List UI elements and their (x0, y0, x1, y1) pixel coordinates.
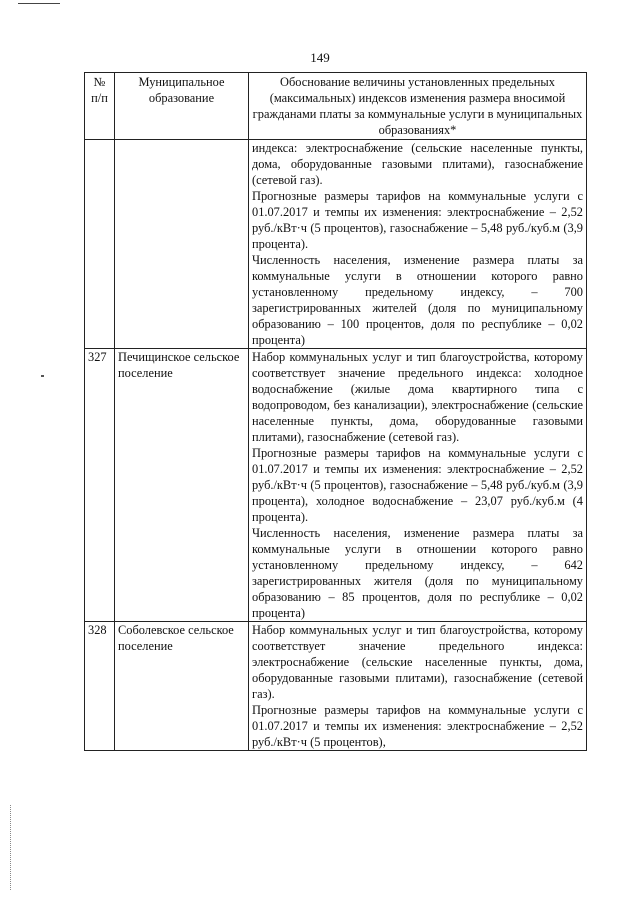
tariff-index-table (84, 72, 587, 751)
row-number (85, 140, 115, 349)
header-municipality: Муниципальное образование (115, 73, 249, 140)
scan-edge-dots (10, 805, 12, 890)
justification-paragraph: Численность населения, изменение размера платы за коммунальные услуги в отношении которого равно установленному предельному индексу, – 700 зарегистрированных жителей (доля по муниципальному образованию – 100 процентов, доля по республике – 0,02 процента) (252, 253, 583, 347)
row-justification (249, 349, 587, 622)
row-municipality (115, 140, 249, 349)
table-header-row (85, 73, 587, 140)
table-row (85, 140, 587, 349)
justification-paragraph: Набор коммунальных услуг и тип благоустройства, которому соответствует значение предельного индекса: холодное водоснабжение (жилые дома квартирного типа с водопроводом, без канализации), электроснабжение (сельские населенные пункты, дома, оборудованные газовыми плитами), газоснабжение (сетевой газ). (252, 350, 583, 444)
row-municipality: Соболевское сельское поселение (115, 622, 249, 751)
table-row (85, 622, 587, 751)
row-justification (249, 622, 587, 751)
top-rule-mark (18, 3, 60, 4)
justification-paragraph: Прогнозные размеры тарифов на коммунальные услуги с 01.07.2017 и темпы их изменения: электроснабжение – 2,52 руб./кВт·ч (5 процентов), газоснабжение – 5,48 руб./куб.м (3,9 процента), холодное водоснабжение – 23,07 руб./куб.м (4 процента). (252, 446, 583, 524)
header-number: № п/п (85, 73, 115, 140)
justification-paragraph: Набор коммунальных услуг и тип благоустройства, которому соответствует значение предельного индекса: электроснабжение (сельские населенные пункты, дома, оборудованные газовыми плитами), газоснабжение (сетевой газ). (252, 623, 583, 701)
row-number: 328 (85, 622, 115, 751)
row-justification (249, 140, 587, 349)
row-number: 327 (85, 349, 115, 622)
table-row (85, 349, 587, 622)
justification-paragraph: индекса: электроснабжение (сельские населенные пункты, дома, оборудованные газовыми плитами), газоснабжение (сетевой газ). (252, 141, 583, 187)
justification-paragraph: Прогнозные размеры тарифов на коммунальные услуги с 01.07.2017 и темпы их изменения: электроснабжение – 2,52 руб./кВт·ч (5 процентов), газоснабжение – 5,48 руб./куб.м (3,9 процента). (252, 189, 583, 251)
page-number: 149 (310, 50, 330, 65)
header-justification: Обоснование величины установленных предельных (максимальных) индексов изменения размера вносимой гражданами платы за коммунальные услуги в муниципальных образованиях* (249, 73, 587, 140)
scan-speck (41, 375, 44, 377)
row-municipality: Печищинское сельское поселение (115, 349, 249, 622)
justification-paragraph: Численность населения, изменение размера платы за коммунальные услуги в отношении которого равно установленному предельному индексу, – 642 зарегистрированных жителя (доля по муниципальному образованию – 85 процентов, доля по республике – 0,02 процента) (252, 526, 583, 620)
justification-paragraph: Прогнозные размеры тарифов на коммунальные услуги с 01.07.2017 и темпы их изменения: электроснабжение – 2,52 руб./кВт·ч (5 процентов), (252, 703, 583, 749)
